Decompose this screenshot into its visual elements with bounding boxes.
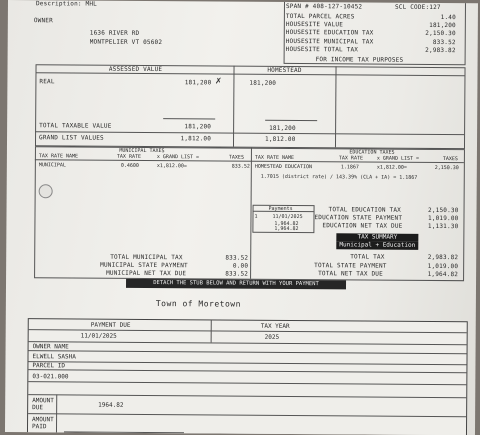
grand-list-homestead: 1,812.00 (265, 135, 296, 144)
total-state-payment-label: TOTAL STATE PAYMENT (314, 262, 387, 270)
payment-due-label: PAYMENT DUE (90, 321, 131, 329)
stub-rule (29, 341, 467, 345)
tax-summary-title: TAX SUMMARY (336, 233, 418, 242)
education-col-rate-name: TAX RATE NAME (254, 154, 295, 162)
stub-divider (211, 320, 212, 342)
municipal-state-payment-value: 0.00 (232, 262, 249, 270)
handwritten-check-mark: ✗ (215, 75, 222, 87)
parcel-id-label: PARCEL ID (32, 362, 65, 370)
municipal-col-taxes: TAXES (228, 154, 244, 161)
school-code: SCL CODE:127 (394, 3, 441, 12)
stub-rule (28, 413, 466, 417)
education-net-tax-value: 1,131.30 (427, 222, 459, 231)
payment-stub-form (27, 318, 468, 435)
education-section-title: EDUCATION TAXES (349, 149, 395, 156)
education-state-payment-value: 1,019.00 (427, 214, 459, 223)
punch-hole (39, 184, 53, 198)
detach-stub-instruction: DETACH THE STUB BELOW AND RETURN WITH YOUR PAYMENT (126, 279, 346, 290)
education-taxes: 2,150.30 (434, 164, 459, 172)
town-name: Town of Moretown (155, 299, 241, 309)
municipal-col-rate-name: TAX RATE NAME (38, 153, 79, 160)
taxable-value-label: TOTAL TAXABLE VALUE (39, 122, 112, 130)
income-tax-footnote: FOR INCOME TAX PURPOSES (315, 56, 404, 64)
education-col-tax-rate: TAX RATE (338, 155, 364, 162)
real-homestead-value: 181,200 (249, 79, 277, 87)
education-grand-list: x1,812.00= (376, 164, 407, 171)
summary-label: HOUSESITE MUNICIPAL TAX (285, 37, 374, 46)
municipal-section-title: MUNICIPAL TAXES (119, 147, 165, 155)
summary-value: 1.40 (440, 14, 456, 22)
assessed-value-header: ASSESSED VALUE (108, 65, 163, 74)
stub-rule (28, 361, 466, 365)
education-net-tax-label: EDUCATION NET TAX DUE (322, 222, 403, 230)
summary-value: 2,150.30 (425, 29, 456, 38)
amount-paid-label: AMOUNT PAID (31, 416, 54, 431)
homestead-header: HOMESTEAD (267, 66, 302, 75)
tax-bill-paper (5, 0, 478, 435)
payments-header: Payments (268, 205, 293, 212)
total-net-tax-value: 1,964.82 (427, 270, 459, 279)
real-label: REAL (39, 78, 55, 86)
total-municipal-tax-value: 833.52 (225, 254, 249, 262)
municipal-col-tax-rate: TAX RATE (116, 153, 142, 160)
stub-rule (28, 369, 466, 373)
summary-value: 181,200 (429, 21, 456, 30)
total-tax-label: TOTAL TAX (350, 253, 385, 261)
summary-label: HOUSESITE VALUE (285, 20, 344, 29)
taxable-assessed-value: 181,200 (184, 123, 212, 131)
tax-year-value: 2025 (264, 333, 280, 341)
summary-value: 2,983.82 (425, 46, 456, 55)
tax-year-label: TAX YEAR (260, 322, 290, 330)
payment-index: 1 (254, 213, 258, 220)
owner-label: OWNER (33, 17, 53, 25)
stub-rule (29, 350, 467, 354)
stub-rule (28, 394, 466, 398)
amount-due-value: 1964.82 (98, 401, 124, 409)
summary-label: HOUSESITE EDUCATION TAX (285, 28, 374, 37)
amount-due-label: AMOUNT DUE (32, 397, 54, 412)
stub-rule (28, 381, 466, 385)
total-net-tax-label: TOTAL NET TAX DUE (318, 270, 383, 278)
municipal-net-tax-label: MUNICIPAL NET TAX DUE (106, 269, 187, 278)
education-state-payment-label: EDUCATION STATE PAYMENT (314, 214, 403, 222)
total-education-tax-label: TOTAL EDUCATION TAX (328, 206, 402, 214)
municipal-tax-rate: 0.4600 (120, 162, 139, 169)
payment-due-value: 11/01/2025 (80, 332, 117, 340)
total-education-tax-value: 2,150.30 (428, 206, 459, 215)
education-rate-name: HOMESTEAD EDUCATION (254, 163, 313, 171)
municipal-net-tax-value: 833.52 (225, 270, 249, 278)
summary-label: TOTAL PARCEL ACRES (285, 12, 355, 21)
span-number: SPAN # 408-127-10452 (285, 2, 363, 11)
tax-summary-subtitle: Municipal + Education (336, 241, 418, 250)
municipal-rate-name: MUNICIPAL (38, 162, 66, 169)
municipal-taxes: 833.52 (231, 163, 250, 170)
parcel-id-value: 03-021.000 (32, 373, 69, 381)
total-tax-value: 2,983.82 (427, 253, 459, 262)
grand-list-assessed: 1,812.00 (180, 135, 212, 143)
total-state-payment-value: 1,019.00 (427, 262, 459, 271)
taxable-homestead-value: 181,200 (269, 124, 296, 133)
owner-name-label: OWNER NAME (32, 343, 69, 351)
grand-list-label: GRAND LIST VALUES (39, 134, 104, 142)
payment-date: 11/01/2025 (272, 213, 303, 221)
education-col-taxes: TAXES (442, 156, 458, 163)
owner-address-line2: MONTPELIER VT 05602 (89, 38, 163, 47)
owner-name-value: ELWELL SASHA (32, 353, 76, 361)
payment-total: 1,964.82 (274, 225, 299, 233)
education-rate-formula: 1.7015 (district rate) / 143.39% (CLA + IA) = 1.1867 (260, 173, 418, 181)
summary-label: HOUSESITE TOTAL TAX (285, 45, 359, 54)
municipal-state-payment-label: MUNICIPAL STATE PAYMENT (100, 261, 188, 270)
owner-address-line1: 1636 RIVER RD (89, 29, 140, 37)
real-assessed-value: 181,200 (184, 79, 212, 87)
education-tax-rate: 1.1867 (340, 164, 359, 171)
description-text: Description: MHL (35, 0, 97, 8)
municipal-col-grand-list: x GRAND LIST = (156, 154, 200, 161)
education-col-grand-list: x GRAND LIST = (376, 155, 420, 162)
total-municipal-tax-label: TOTAL MUNICIPAL TAX (110, 253, 183, 262)
summary-value: 833.52 (432, 38, 456, 47)
payment-amount: 1,964.82 (274, 220, 299, 228)
municipal-grand-list: x1,812.00= (156, 163, 187, 170)
